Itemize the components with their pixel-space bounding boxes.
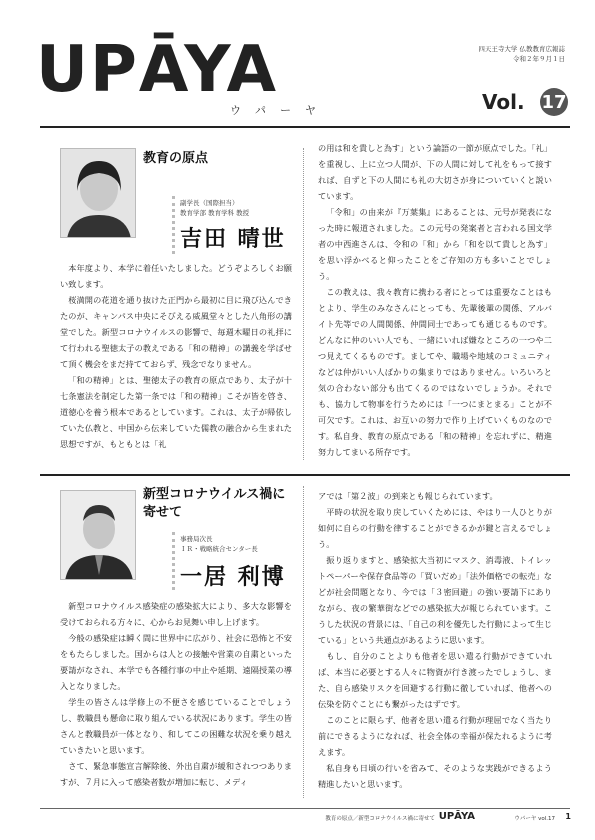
column-divider (303, 486, 304, 798)
issue-date: 令和２年９月１日 (513, 55, 565, 63)
paragraph: 今般の感染症は瞬く間に世界中に広がり、社会に恐怖と不安をもたらしました。国からは人との接触や営業の自粛といった要請がなされ、本学でも各種行事の中止や延期、遠隔授業の導入となりました。 (60, 633, 292, 691)
paragraph: この教えは、我々教育に携わる者にとっては重要なことはもとより、学生のみなさんにとっても、先輩後輩の関係、アルバイト先等での人間関係、仲間同士であっても通じるものです。どんなに仲のいい人でも、一緒にいれば嫌なところの一つや二つ見えてくるものです。ましてや、職場や地域のコミュニティなどは仲がいい人ばかりの集まりではありません。いろいろと気の合わない部分も出てくるのではないでしょうか。それでも、協力して物事を行うためには「一つにまとまる」ことが不可欠です。これは、お互いの努力で作り上げていくものなのです。私自身、教育の原点である「和の精神」を忘れずに、精進努力してまいる所存です。 (318, 287, 552, 457)
author-name: 吉田 晴世 (180, 227, 286, 252)
footer-volume: ウパーヤ vol.17 (514, 816, 555, 822)
role-line: 副学長（国際担当） (180, 199, 239, 207)
paragraph: 平時の状況を取り戻していくためには、やはり一人ひとりが如何に自らの行動を律することができるかが鍵と言えるでしょう。 (318, 507, 552, 549)
page-number: 1 (565, 812, 571, 821)
title-line: 新型コロナウイルス禍に (143, 487, 286, 502)
author-role (180, 534, 258, 554)
header-rule (40, 126, 570, 128)
paragraph: さて、緊急事態宣言解除後、外出自粛が緩和されつつありますが、７月に入って感染者数が増加に転じ、メディ (60, 761, 292, 787)
paragraph: 桜満開の花道を通り抜けた正門から最初に目に飛び込んできたのが、キャンパス中央にそびえる威風堂々とした八角形の講堂でした。新型コロナウイルスの影響で、毎週木曜日の礼拝にて行われる聖徳太子の教えである「和の精神」の講義を学ばせて頂く機会をまだ持てておらず、残念でなりません。 (60, 295, 292, 369)
author-photo-yoshida (60, 148, 136, 238)
paragraph: 本年度より、本学に着任いたしました。どうぞよろしくお願い致します。 (60, 263, 292, 289)
article-column-right (318, 488, 552, 792)
paragraph: の用は和を貴しと為す」という論語の一節が原点でした。「礼」を重視し、上に立つ人間が、下の人間に対して礼をもって接すれば、自ずと下の人間にも礼の大切さが身についていくと説いています。 (318, 143, 552, 201)
paragraph: 新型コロナウイルス感染症の感染拡大により、多大な影響を受けておられる方々に、心からお見舞い申し上げます。 (60, 601, 292, 627)
publication-info (478, 44, 565, 64)
footer-logo: UPĀYA (438, 811, 475, 822)
title-line: 寄せて (143, 505, 183, 520)
article-column-right (318, 140, 552, 460)
paragraph: 「和の精神」とは、聖徳太子の教育の原点であり、太子が十七条憲法を制定した第一条では「和の精神」こそが皆を啓き、道徳心を養う根本であるとしています。これは、太子が帰依していた仏教と、中国から伝来していた儒教の融合から生まれた思想ですが、もともとは「礼 (60, 375, 292, 449)
author-role (180, 198, 249, 218)
paragraph: このことに限らず、他者を思い遣る行動が理屈でなく当たり前にできるようになれば、社会全体の幸福が保たれるように考えます。 (318, 715, 552, 757)
author-name: 一居 利博 (180, 565, 286, 590)
paragraph: 振り返りますと、感染拡大当初にマスク、消毒液、トイレットペーパーや保存食品等の「買いだめ」「法外価格での転売」などが社会問題となり、今では「３密回避」の強い要請下にありながら、夜の繁華街などでの感染拡大が報じられています。こうした状況の背景には、「自己の利を優先した行動によって生じている」という共通点があるように思います。 (318, 555, 552, 645)
section-rule (40, 474, 570, 476)
footer-title: 教育の原点／新型コロナウイルス禍に寄せて (325, 816, 435, 822)
volume-number-badge: 17 (540, 88, 568, 116)
publisher: 四天王寺大学 仏教教育広報誌 (478, 45, 565, 53)
decorative-dots (172, 196, 175, 254)
author-photo-ichii (60, 490, 136, 580)
upaya-logo: UPĀYA (36, 33, 279, 107)
article-title (143, 486, 285, 522)
paragraph: 私自身も日頃の行いを省みて、そのような実践ができるよう精進したいと思います。 (318, 763, 552, 789)
article-column-left (60, 598, 292, 790)
portrait-icon (61, 149, 136, 238)
paragraph: アでは「第２波」の到来とも報じられています。 (318, 491, 498, 501)
role-line: 教育学部 教育学科 教授 (180, 209, 250, 217)
portrait-icon (61, 491, 136, 580)
article-title: 教育の原点 (143, 151, 209, 166)
paragraph: 学生の皆さんは学修上の不便さを感じていることでしょうし、教職員も懸命に取り組んでいる状況にあります。学生の皆さんと教職員が一体となり、和してこの困難な状況を乗り越えていきたいと思います。 (60, 697, 292, 755)
footer-rule (40, 808, 570, 809)
role-line: ＩＲ・戦略統合センター長 (180, 545, 258, 553)
logo-kana: ウパーヤ (230, 104, 330, 117)
paragraph: 「令和」の由来が『万葉集』にあることは、元号が発表になった時に報道されました。この元号の発案者と言われる国文学者の中西進さんは、令和の「和」から「和を以て貴しと為す」を思い浮かべると仰ったことをご存知の方も多いことでしょう。 (318, 207, 552, 281)
page-footer (0, 808, 595, 828)
article-column-left (60, 260, 292, 452)
volume-label: Vol. (482, 90, 525, 114)
masthead (0, 0, 595, 130)
role-line: 事務局次長 (180, 535, 213, 543)
decorative-dots (172, 532, 175, 590)
column-divider (303, 148, 304, 460)
paragraph: もし、自分のことよりも他者を思い遣る行動ができていれば、本当に必要とする人々に物資が行き渡ったでしょうし、また、自ら感染リスクを回避する行動に徹していれば、他者への伝染を防ぐことにも繋がったはずです。 (318, 651, 552, 709)
